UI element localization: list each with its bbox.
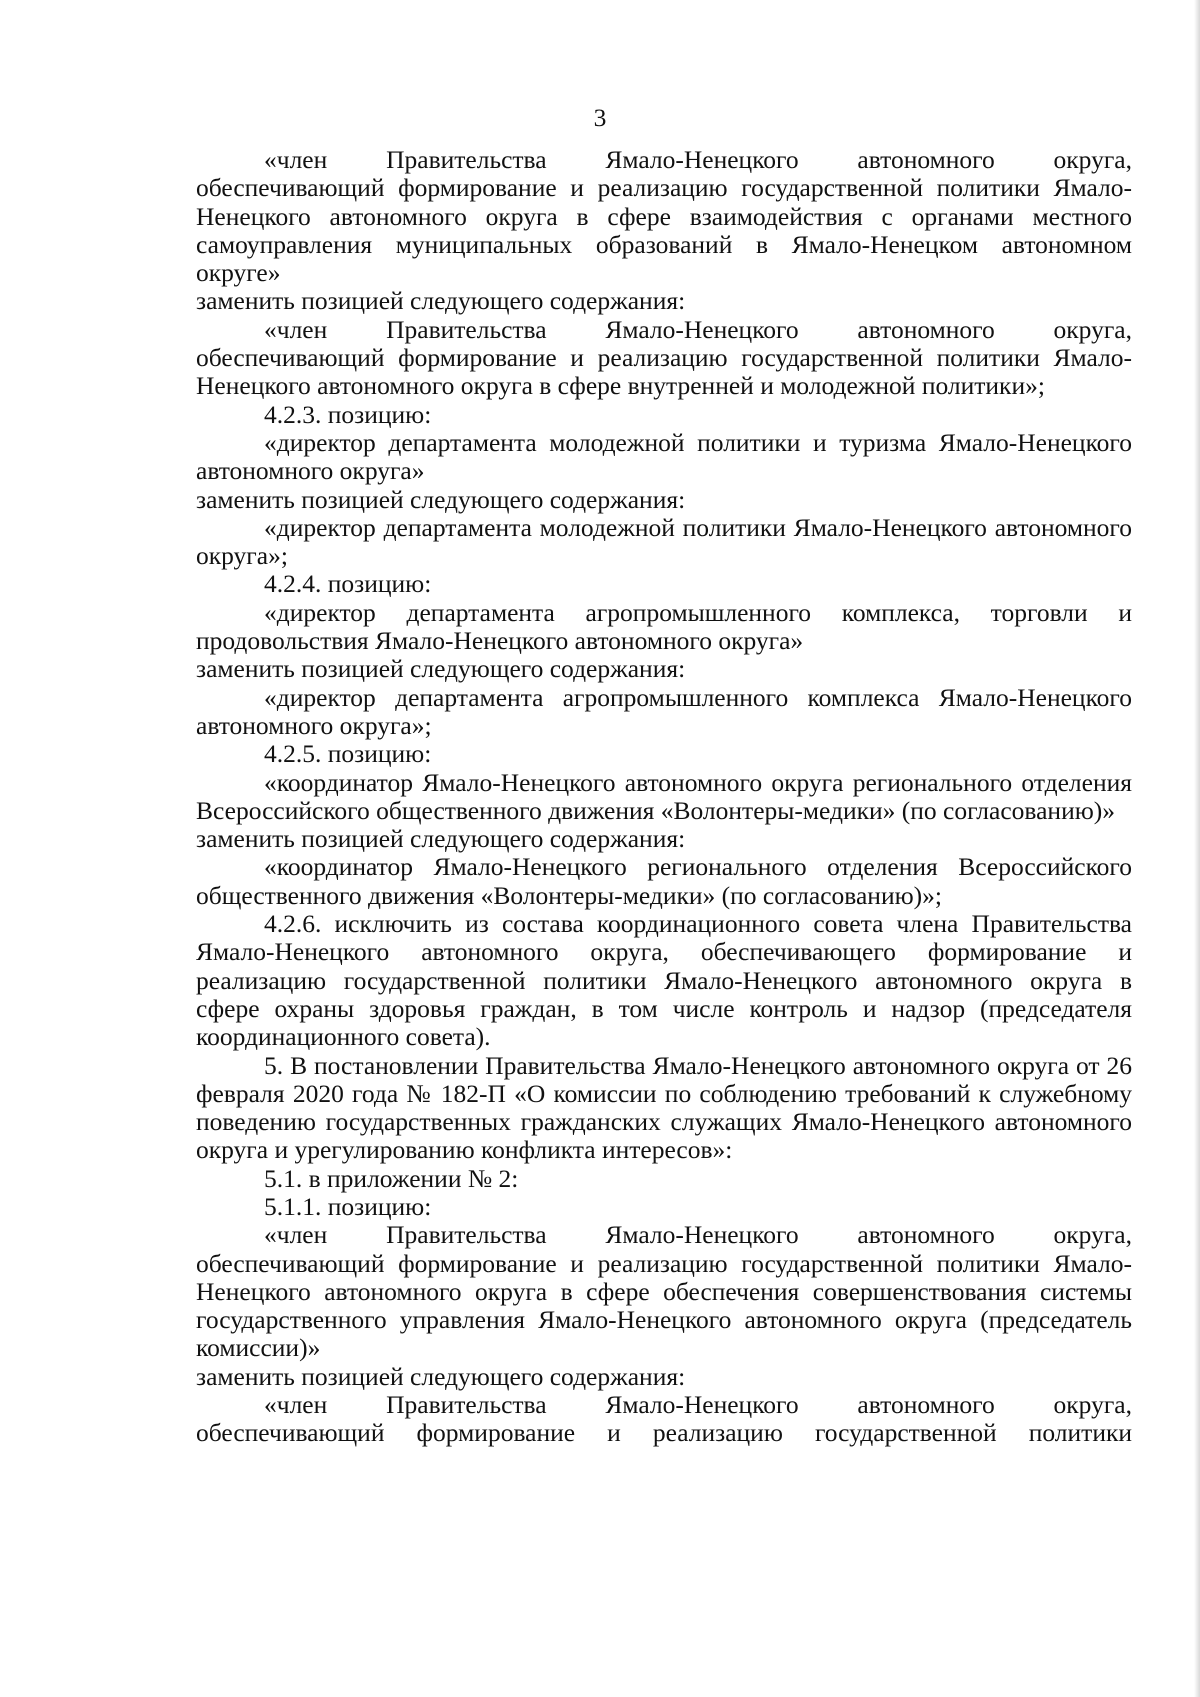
document-body xyxy=(196,146,1132,1448)
paragraph-resolution-amendment: 5. В постановлении Правительства Ямало-Ненецкого автономного округа от 26 февраля 2020 года № 182-П «О комиссии по соблюдению требований к служебному поведению государственных гражданских служащих Ямало-Ненецкого автономного округа и урегулированию конфликта интересов»: xyxy=(196,1050,1132,1165)
paragraph-item-number: 4.2.4. позицию: xyxy=(264,569,432,599)
page-number: 3 xyxy=(593,103,607,132)
scan-edge-shade xyxy=(1194,0,1200,1697)
paragraph-quote-continuation: обеспечивающий формирование и реализацию государственной политики Ямало-Ненецкого автономного округа в сфере обеспечения совершенствования системы государственного управления Ямало-Ненецкого автономного округа (председатель комиссии)» xyxy=(196,1248,1132,1363)
paragraph-quote-continuation: обеспечивающий формирование и реализацию государственной политики xyxy=(196,1418,1132,1448)
paragraph-quote-first-line: «член Правительства Ямало-Ненецкого автономного округа, xyxy=(264,1390,1132,1420)
paragraph-quote-continuation: обеспечивающий формирование и реализацию государственной политики Ямало-Ненецкого автономного округа в сфере внутренней и молодежной политики»; xyxy=(196,343,1132,401)
paragraph-item-number: 5.1. в приложении № 2: xyxy=(264,1163,519,1193)
paragraph-quote-continuation: обеспечивающий формирование и реализацию государственной политики Ямало-Ненецкого автономного округа в сфере взаимодействия с органами местного самоуправления муниципальных образований в Ямало-Ненецком автономном округе» xyxy=(196,173,1132,288)
paragraph-replace-with: заменить позицией следующего содержания: xyxy=(196,1361,686,1391)
paragraph-quote-first-line: «член Правительства Ямало-Ненецкого автономного округа, xyxy=(264,1220,1132,1250)
paragraph-replace-with: заменить позицией следующего содержания: xyxy=(196,484,686,514)
paragraph-quote: «директор департамента молодежной политики Ямало-Ненецкого автономного округа»; xyxy=(196,512,1132,571)
paragraph-replace-with: заменить позицией следующего содержания: xyxy=(196,824,686,854)
paragraph-quote: «координатор Ямало-Ненецкого автономного округа регионального отделения Всероссийского общественного движения «Волонтеры-медики» (по согласованию)» xyxy=(196,767,1132,825)
paragraph-quote-first-line: «член Правительства Ямало-Ненецкого автономного округа, xyxy=(264,314,1132,344)
paragraph-item-number: 4.2.5. позицию: xyxy=(264,739,432,769)
paragraph-replace-with: заменить позицией следующего содержания: xyxy=(196,286,686,316)
paragraph-quote: «координатор Ямало-Ненецкого регионального отделения Всероссийского общественного движения «Волонтеры-медики» (по согласованию)»; xyxy=(196,852,1132,910)
paragraph-item-number: 4.2.3. позицию: xyxy=(264,399,432,429)
paragraph-exclude-member: 4.2.6. исключить из состава координационного совета члена Правительства Ямало-Ненецкого автономного округа, обеспечивающего формирование и реализацию государственной политики Ямало-Ненецкого автономного округа в сфере охраны здоровья граждан, в том числе контроль и надзор (председателя координационного совета). xyxy=(196,909,1132,1052)
paragraph-quote: «директор департамента агропромышленного комплекса, торговли и продовольствия Ямало-Ненецкого автономного округа» xyxy=(196,597,1132,656)
paragraph-item-number: 5.1.1. позицию: xyxy=(264,1191,432,1221)
paragraph-quote-first-line: «член Правительства Ямало-Ненецкого автономного округа, xyxy=(264,145,1132,174)
paragraph-replace-with: заменить позицией следующего содержания: xyxy=(196,654,686,684)
paragraph-quote: «директор департамента агропромышленного комплекса Ямало-Ненецкого автономного округа»; xyxy=(196,682,1132,740)
paragraph-quote: «директор департамента молодежной политики и туризма Ямало-Ненецкого автономного округа» xyxy=(196,427,1132,486)
